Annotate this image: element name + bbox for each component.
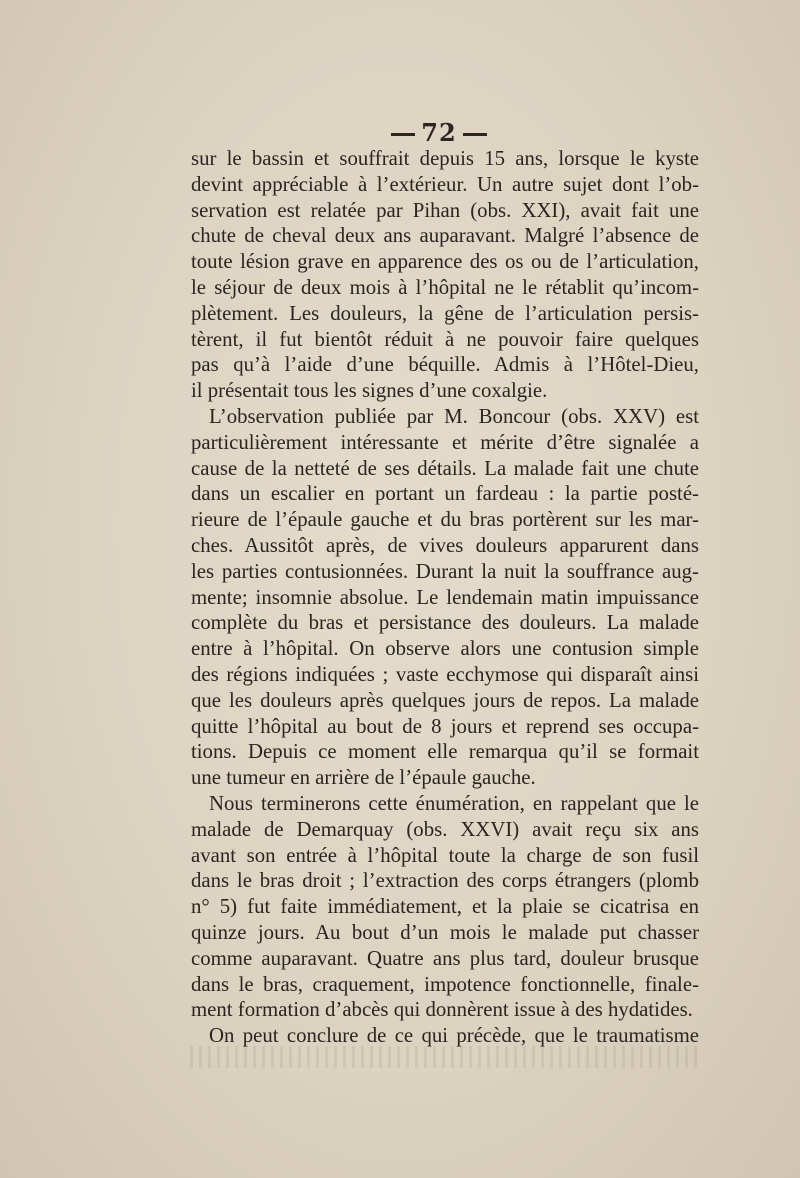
text-line: rieure de l’épaule gauche et du bras portèrent sur les mar- (191, 508, 699, 532)
text-line: quinze jours. Au bout d’un mois le malade put chasser (191, 920, 699, 944)
text-line: cause de la netteté de ses détails. La malade fait une chute (191, 456, 699, 480)
text-line: pas qu’à l’aide d’une béquille. Admis à l’Hôtel-Dieu, (191, 353, 699, 377)
text-line: servation est relatée par Pihan (obs. XXI), avait fait une (191, 198, 699, 222)
show-through-bleed (190, 1046, 700, 1068)
text-line: complète du bras et persistance des douleurs. La malade (191, 611, 699, 635)
left-dash (391, 133, 415, 136)
text-line: tèrent, il fut bientôt réduit à ne pouvoir faire quelques (191, 327, 699, 351)
text-line: tions. Depuis ce moment elle remarqua qu’il se formait (191, 740, 699, 764)
text-line: le séjour de deux mois à l’hôpital ne le rétablit qu’incom- (191, 275, 699, 299)
paragraph-4 (191, 1023, 699, 1049)
text-line: comme auparavant. Quatre ans plus tard, douleur brusque (191, 946, 699, 970)
text-line: chute de cheval deux ans auparavant. Malgré l’absence de (191, 224, 699, 248)
text-line: devint appréciable à l’extérieur. Un autre sujet dont l’ob- (191, 172, 699, 196)
text-line: dans le bras droit ; l’extraction des corps étrangers (plomb (191, 869, 699, 893)
text-line: mente; insomnie absolue. Le lendemain matin impuissance (191, 585, 699, 609)
text-line: L’observation publiée par M. Boncour (obs. XXV) est (209, 404, 699, 428)
text-line: Nous terminerons cette énumération, en rappelant que le (209, 791, 699, 815)
text-line: des régions indiquées ; vaste ecchymose qui disparaît ainsi (191, 662, 699, 686)
text-line: sur le bassin et souffrait depuis 15 ans, lorsque le kyste (191, 147, 699, 170)
text-line: n° 5) fut faite immédiatement, et la plaie se cicatrisa en (191, 895, 699, 919)
text-line: malade de Demarquay (obs. XXVI) avait reçu six ans (191, 817, 699, 841)
text-line: que les douleurs après quelques jours de repos. La malade (191, 688, 699, 712)
text-line: ches. Aussitôt après, de vives douleurs apparurent dans (191, 533, 699, 557)
text-line: On peut conclure de ce qui précède, que le traumatisme (209, 1024, 699, 1048)
text-line: avant son entrée à l’hôpital toute la charge de son fusil (191, 843, 699, 867)
paragraph-2 (191, 404, 699, 791)
text-line: les parties contusionnées. Durant la nuit la souffrance aug- (191, 559, 699, 583)
text-line: particulièrement intéressante et mérite d’être signalée a (191, 430, 699, 454)
page-number: 72 (421, 118, 457, 147)
text-line: dans un escalier en portant un fardeau : la partie posté- (191, 482, 699, 506)
text-line: plètement. Les douleurs, la gêne de l’articulation persis- (191, 301, 699, 325)
paragraph-1 (191, 146, 699, 404)
right-dash (463, 133, 487, 136)
text-line: dans le bras, craquement, impotence fonctionnelle, finale- (191, 972, 699, 996)
text-line: toute lésion grave en apparence des os ou de l’articulation, (191, 250, 699, 274)
text-line: il présentait tous les signes d’une coxalgie. (191, 379, 548, 403)
text-line: quitte l’hôpital au bout de 8 jours et reprend ses occupa- (191, 714, 699, 738)
text-line: une tumeur en arrière de l’épaule gauche. (191, 766, 536, 790)
page-header (0, 118, 800, 147)
text-line: ment formation d’abcès qui donnèrent issue à des hydatides. (191, 998, 693, 1022)
paragraph-3 (191, 791, 699, 1023)
body-text (191, 146, 699, 1049)
text-line: entre à l’hôpital. On observe alors une contusion simple (191, 637, 699, 661)
